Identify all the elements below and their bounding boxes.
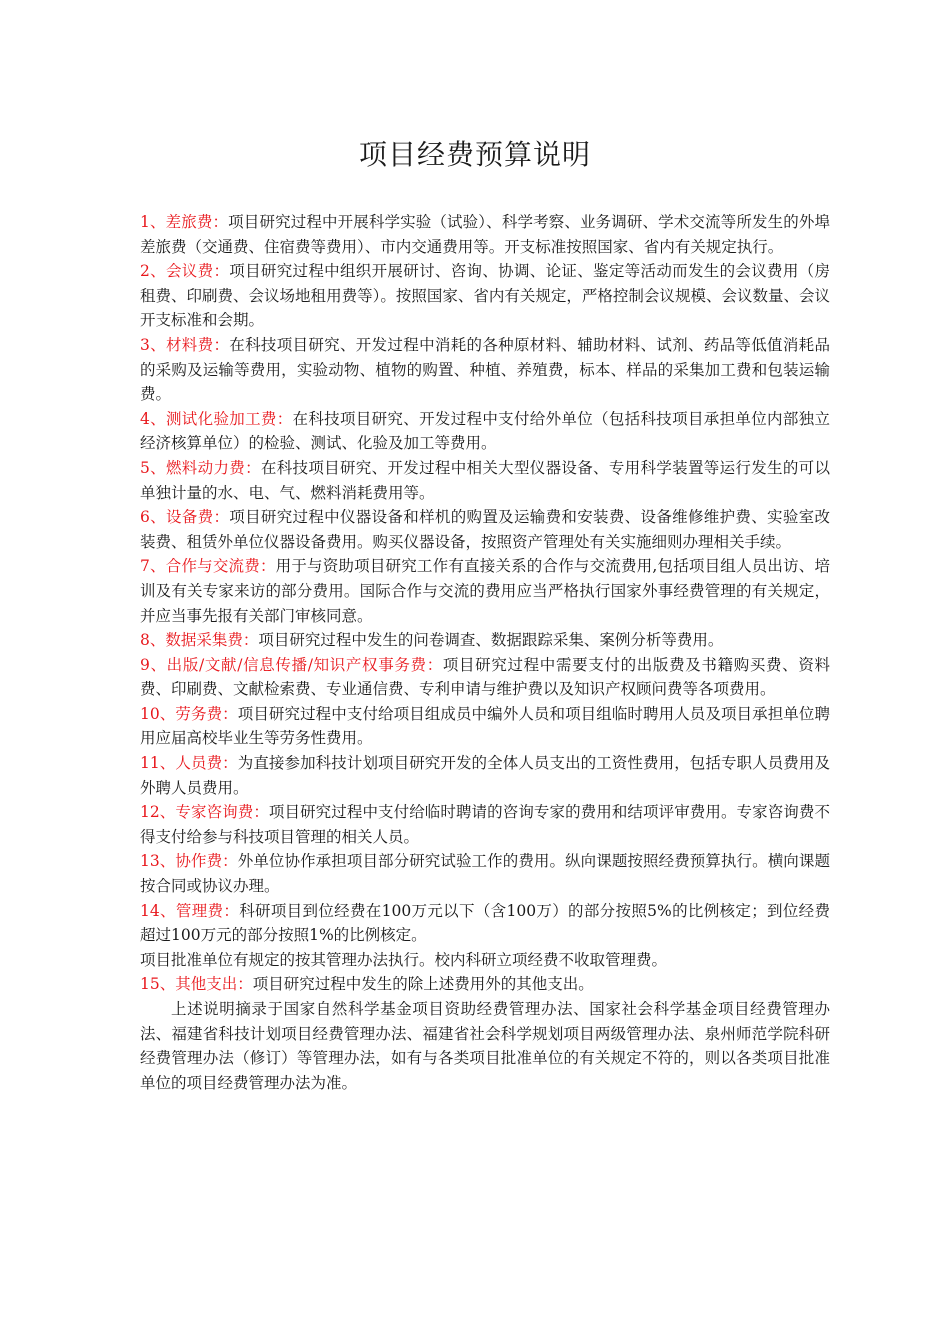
list-item bbox=[140, 653, 830, 702]
item-text: 在科技项目研究、开发过程中相关大型仪器设备、专用科学装置等运行发生的可以单独计量的水、电、气、燃料消耗费用等。 bbox=[140, 458, 830, 502]
summary-paragraph: 上述说明摘录于国家自然科学基金项目资助经费管理办法、国家社会科学基金项目经费管理办法、福建省科技计划项目经费管理办法、福建省社会科学规划项目两级管理办法、泉州师范学院科研经费管理办法（修订）等管理办法，如有与各类项目批准单位的有关规定不符的，则以各类项目批准单位的项目经费管理办法为准。 bbox=[140, 1000, 830, 1092]
item-label: 9、出版/文献/信息传播/知识产权事务费： bbox=[140, 655, 443, 674]
item-label: 8、数据采集费： bbox=[140, 631, 259, 650]
item-label: 1、差旅费： bbox=[140, 213, 229, 231]
item-label: 5、燃料动力费： bbox=[140, 458, 261, 477]
list-item bbox=[140, 899, 830, 948]
item-text: 科研项目到位经费在100万元以下（含100万）的部分按照5%的比例核定；到位经费超过100万元的部分按照1%的比例核定。 bbox=[140, 901, 830, 945]
list-item bbox=[140, 333, 830, 407]
item-label: 10、劳务费： bbox=[140, 704, 238, 723]
list-item bbox=[140, 505, 830, 554]
item-text: 项目研究过程中支付给临时聘请的咨询专家的费用和结项评审费用。专家咨询费不得支付给参与科技项目管理的相关人员。 bbox=[140, 803, 830, 846]
item-text: 项目研究过程中开展科学实验（试验）、科学考察、业务调研、学术交流等所发生的外埠差旅费（交通费、住宿费等费用）、市内交通费用等。开支标准按照国家、省内有关规定执行。 bbox=[140, 213, 830, 256]
list-item bbox=[140, 259, 830, 333]
document-body bbox=[140, 210, 830, 1095]
list-item bbox=[140, 800, 830, 849]
item-text: 项目研究过程中发生的问卷调查、数据跟踪采集、案例分析等费用。 bbox=[258, 631, 724, 650]
list-item bbox=[140, 210, 830, 259]
item-label: 7、合作与交流费： bbox=[140, 557, 276, 576]
item-label: 2、会议费： bbox=[140, 262, 230, 281]
item-label: 4、测试化验加工费： bbox=[140, 409, 293, 428]
item-text: 项目研究过程中组织开展研讨、咨询、协调、论证、鉴定等活动而发生的会议费用（房租费、印刷费、会议场地租用费等）。按照国家、省内有关规定，严格控制会议规模、会议数量、会议开支标准和会期。 bbox=[140, 262, 830, 330]
list-item bbox=[140, 456, 830, 505]
item-text: 用于与资助项目研究工作有直接关系的合作与交流费用,包括项目组人员出访、培训及有关专家来访的部分费用。国际合作与交流的费用应当严格执行国家外事经费管理的有关规定，并应当事先报有关部门审核同意。 bbox=[140, 557, 830, 625]
list-item bbox=[140, 972, 830, 997]
item-text: 为直接参加科技计划项目研究开发的全体人员支出的工资性费用，包括专职人员费用及外聘人员费用。 bbox=[140, 754, 830, 797]
item-label: 3、材料费： bbox=[140, 335, 230, 354]
item-text: 项目研究过程中仪器设备和样机的购置及运输费和安装费、设备维修维护费、实验室改装费、租赁外单位仪器设备费用。购买仪器设备，按照资产管理处有关实施细则办理相关手续。 bbox=[140, 508, 830, 551]
item-text: 在科技项目研究、开发过程中支付给外单位（包括科技项目承担单位内部独立经济核算单位）的检验、测试、化验及加工等费用。 bbox=[140, 409, 830, 453]
item-text: 在科技项目研究、开发过程中消耗的各种原材料、辅助材料、试剂、药品等低值消耗品的采购及运输等费用，实验动物、植物的购置、种植、养殖费，标本、样品的采集加工费和包装运输费。 bbox=[140, 335, 830, 404]
list-item bbox=[140, 554, 830, 628]
list-item bbox=[140, 407, 830, 456]
management-fee-note: 项目批准单位有规定的按其管理办法执行。校内科研立项经费不收取管理费。 bbox=[140, 950, 668, 969]
item-label: 13、协作费： bbox=[140, 852, 238, 871]
item-label: 14、管理费： bbox=[140, 901, 240, 920]
item-text: 项目研究过程中发生的除上述费用外的其他支出。 bbox=[252, 975, 594, 994]
list-item bbox=[140, 849, 830, 898]
item-label: 15、其他支出： bbox=[140, 975, 253, 994]
list-item bbox=[140, 751, 830, 800]
list-item bbox=[140, 702, 830, 751]
page-title: 项目经费预算说明 bbox=[358, 138, 591, 171]
item-label: 12、专家咨询费： bbox=[140, 803, 269, 822]
item-text: 项目研究过程中支付给项目组成员中编外人员和项目组临时聘用人员及项目承担单位聘用应届高校毕业生等劳务性费用。 bbox=[140, 704, 830, 748]
list-item bbox=[140, 628, 830, 653]
item-text: 项目研究过程中需要支付的出版费及书籍购买费、资料费、印刷费、文献检索费、专业通信费、专利申请与维护费以及知识产权顾问费等各项费用。 bbox=[140, 655, 830, 699]
item-label: 11、人员费： bbox=[140, 754, 238, 773]
item-text: 外单位协作承担项目部分研究试验工作的费用。纵向课题按照经费预算执行。横向课题按合同或协议办理。 bbox=[140, 852, 830, 896]
item-label: 6、设备费： bbox=[140, 508, 230, 527]
